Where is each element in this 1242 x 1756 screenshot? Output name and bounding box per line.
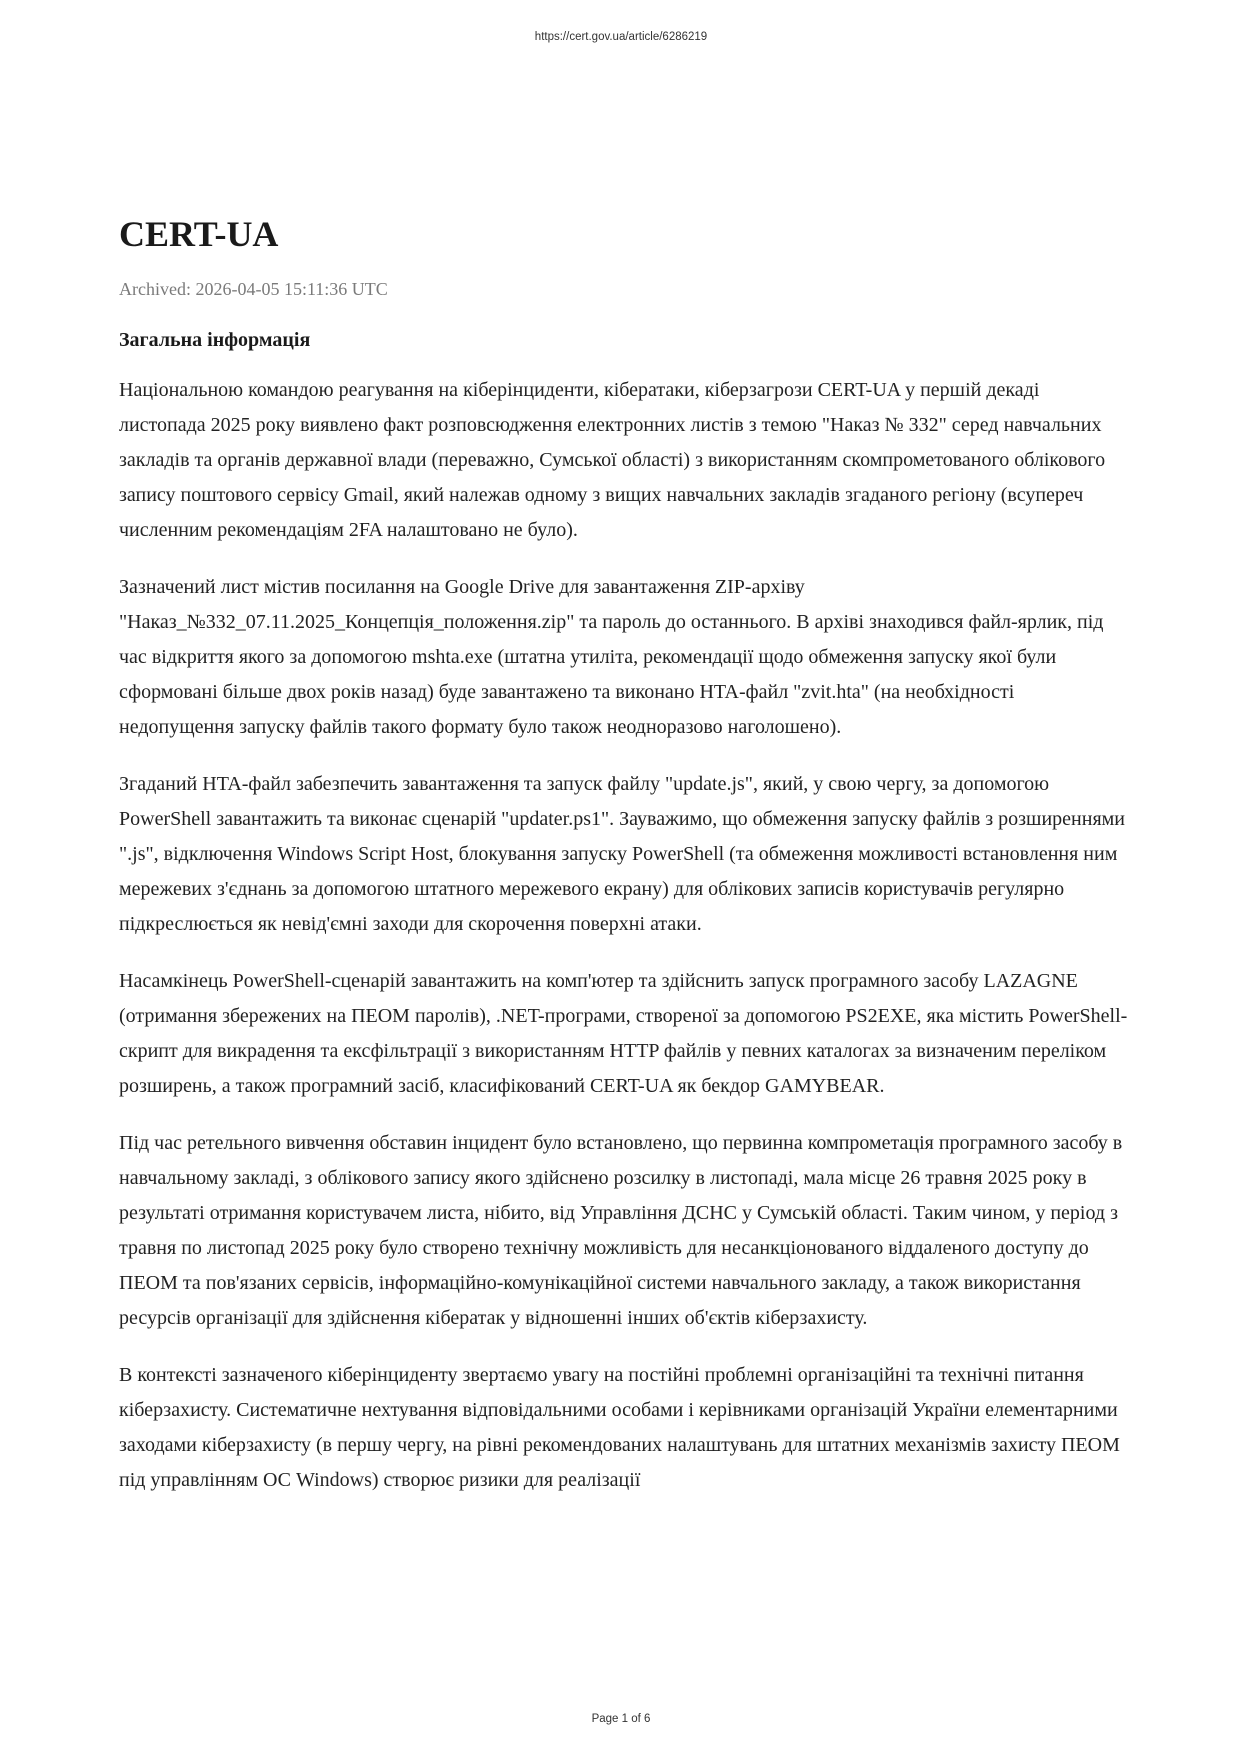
site-title: CERT-UA	[119, 214, 279, 254]
paragraph: Під час ретельного вивчення обставин інцидент було встановлено, що первинна компрометація програмного засобу в навчальному закладі, з облікового запису якого здійснено розсилку в листопаді, мала місце 26 травня 2025 року в результаті отримання користувачем листа, нібито, від Управління ДСНС у Сумській області. Таким чином, у період з травня по листопад 2025 року було створено технічну можливість для несанкціонованого віддаленого доступу до ПЕОМ та пов'язаних сервісів, інформаційно-комунікаційної системи навчального закладу, а також використання ресурсів організації для здійснення кібератак у відношенні інших об'єктів кіберзахисту.	[119, 1132, 1123, 1329]
page-indicator: Page 1 of 6	[591, 1713, 651, 1725]
page-url: https://cert.gov.ua/article/6286219	[534, 31, 708, 43]
paragraph: Згаданий HTA-файл забезпечить завантаження та запуск файлу "update.js", який, у свою чергу, за допомогою PowerShell завантажить та виконає сценарій "updater.ps1". Зауважимо, що обмеження запуску файлів з розширеннями ".js", відключення Windows Script Host, блокування запуску PowerShell (та обмеження можливості встановлення ним мережевих з'єднань за допомогою штатного мережевого екрану) для облікових записів користувачів регулярно підкреслюється як невід'ємні заходи для скорочення поверхні атаки.	[119, 773, 1126, 935]
paragraph: Зазначений лист містив посилання на Google Drive для завантаження ZIP-архіву "Наказ_№332_07.11.2025_Концепція_положення.zip" та пароль до останнього. В архіві знаходився файл-ярлик, під час відкриття якого за допомогою mshta.exe (штатна утиліта, рекомендації щодо обмеження запуску якої були сформовані більше двох років назад) буде завантажено та виконано HTA-файл "zvit.hta" (на необхідності недопущення запуску файлів такого формату було також неодноразово наголошено).	[119, 576, 1104, 738]
paragraph: Насамкінець PowerShell-сценарій завантажить на комп'ютер та здійснить запуск програмного засобу LAZAGNE (отримання збережених на ПЕОМ паролів), .NET-програми, створеної за допомогою PS2EXE, яка містить PowerShell-скрипт для викрадення та ексфільтрації з використанням HTTP файлів у певних каталогах за визначеним переліком розширень, а також програмний засіб, класифікований CERT-UA як бекдор GAMYBEAR.	[119, 970, 1128, 1097]
archived-timestamp: Archived: 2026-04-05 15:11:36 UTC	[119, 279, 388, 299]
paragraph: В контексті зазначеного кіберінциденту звертаємо увагу на постійні проблемні організаційні та технічні питання кіберзахисту. Систематичне нехтування відповідальними особами і керівниками організацій України елементарними заходами кіберзахисту (в першу чергу, на рівні рекомендованих налаштувань для штатних механізмів захисту ПЕОМ під управлінням ОС Windows) створює ризики для реалізації	[119, 1364, 1120, 1491]
paragraph: Національною командою реагування на кіберінциденти, кібератаки, кіберзагрози CERT-UA у першій декаді листопада 2025 року виявлено факт розповсюдження електронних листів з темою "Наказ № 332" серед навчальних закладів та органів державної влади (переважно, Сумської області) з використанням скомпрометованого облікового запису поштового сервісу Gmail, який належав одному з вищих навчальних закладів згаданого регіону (всупереч численним рекомендаціям 2FA налаштовано не було).	[119, 379, 1106, 541]
article-content	[119, 212, 1129, 1498]
section-heading: Загальна інформація	[119, 329, 311, 351]
